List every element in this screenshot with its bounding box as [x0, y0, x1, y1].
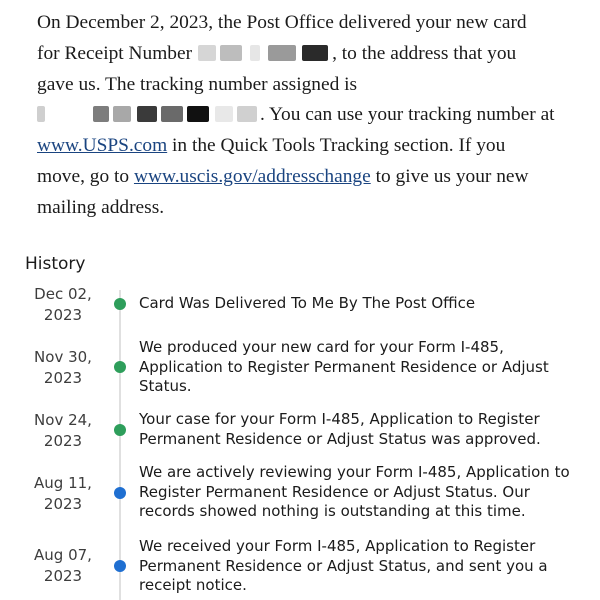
notice-line [37, 162, 597, 193]
notice-line [37, 131, 597, 162]
notice-text: , to the address that you [332, 42, 517, 64]
notice-text: to give us your new [370, 165, 529, 187]
event-description: We produced your new card for your Form I-485, Application to Register Permanent Residence or Adjust Status. [139, 338, 549, 395]
event-date-month: Aug 11, [34, 474, 92, 492]
address-change-link[interactable]: www.uscis.gov/addresschange [133, 165, 371, 187]
status-dot-icon [114, 487, 126, 499]
event-date-year: 2023 [43, 369, 83, 387]
timeline-line [119, 290, 121, 600]
notice-line: gave us. The tracking number assigned is [37, 73, 358, 95]
history-heading: History [25, 254, 86, 274]
notice-text: . You can use your tracking number at [260, 104, 555, 126]
notice-text: move, go to [37, 165, 134, 187]
notice-line: mailing address. [37, 196, 165, 218]
event-date-month: Nov 24, [34, 411, 92, 429]
event-description: We received your Form I-485, Application to Register Permanent Residence or Adjust Status, and sent you a receipt notice. [139, 537, 548, 594]
notice-text: for Receipt Number [37, 42, 193, 64]
event-description: Card Was Delivered To Me By The Post Office [139, 294, 476, 312]
event-date-year: 2023 [43, 432, 83, 450]
status-dot-icon [114, 361, 126, 373]
event-date-year: 2023 [43, 306, 83, 324]
redacted-tracking-number [37, 106, 259, 122]
status-dot-icon [114, 298, 126, 310]
case-notice-paragraph [37, 8, 597, 224]
status-dot-icon [114, 424, 126, 436]
notice-line: On December 2, 2023, the Post Office delivered your new card [37, 12, 527, 33]
event-date-year: 2023 [43, 495, 83, 513]
status-dot-icon [114, 560, 126, 572]
event-description: Your case for your Form I-485, Application to Register Permanent Residence or Adjust Status was approved. [139, 410, 541, 448]
event-date [22, 545, 104, 587]
event-date-month: Dec 02, [34, 285, 92, 303]
notice-line [37, 39, 597, 70]
event-date-year: 2023 [43, 567, 83, 585]
notice-text: in the Quick Tools Tracking section. If you [167, 135, 506, 157]
usps-link[interactable]: www.USPS.com [37, 135, 168, 157]
notice-line [37, 100, 597, 131]
event-date [22, 347, 104, 389]
event-date-month: Aug 07, [34, 546, 92, 564]
event-date [22, 410, 104, 452]
event-date-month: Nov 30, [34, 348, 92, 366]
redacted-receipt-number [198, 45, 330, 61]
event-date [22, 473, 104, 515]
event-description: We are actively reviewing your Form I-485, Application to Register Permanent Residence or Adjust Status. Our records showed nothing is outstanding at this time. [139, 463, 570, 520]
event-date [22, 284, 104, 326]
